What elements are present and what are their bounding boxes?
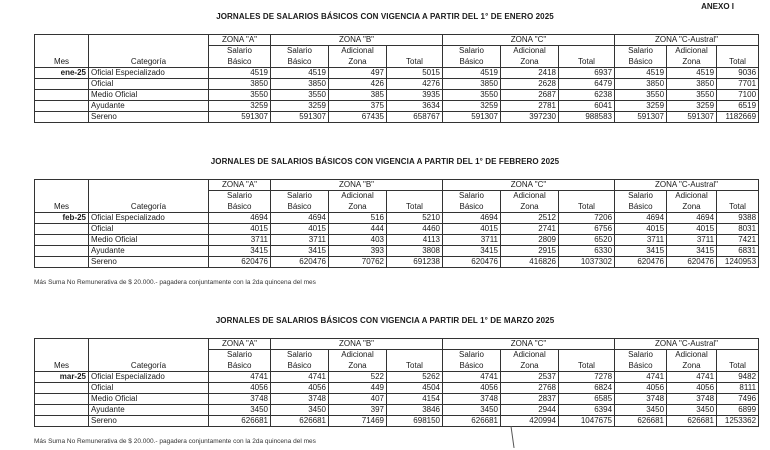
month-cell: mar-25 — [35, 372, 89, 383]
value-cell: 591307 — [271, 112, 329, 123]
value-cell: 3850 — [443, 79, 501, 90]
month-cell — [35, 79, 89, 90]
value-cell: 3808 — [387, 246, 443, 257]
category-cell: Oficial Especializado — [89, 68, 209, 79]
value-cell: 626681 — [443, 416, 501, 427]
value-cell: 403 — [329, 235, 387, 246]
zone-a-header: ZONA "A" — [209, 180, 271, 191]
value-cell: 393 — [329, 246, 387, 257]
value-cell: 2628 — [501, 79, 559, 90]
value-cell: 6824 — [559, 383, 615, 394]
category-cell: Sereno — [89, 257, 209, 268]
value-cell: 3550 — [443, 90, 501, 101]
category-cell: Ayudante — [89, 246, 209, 257]
category-cell: Medio Oficial — [89, 394, 209, 405]
value-cell: 4056 — [209, 383, 271, 394]
value-cell: 4741 — [667, 372, 717, 383]
month-cell — [35, 405, 89, 416]
table-row — [35, 394, 759, 405]
table-title: JORNALES DE SALARIOS BÁSICOS CON VIGENCIA A PARTIR DEL 1° DE ENERO 2025 — [216, 12, 554, 21]
zone-header-row — [35, 339, 759, 350]
zone-header-row — [35, 180, 759, 191]
value-cell: 3550 — [667, 90, 717, 101]
sub-header-row: Salario Salario Adicional Salario Adicional Salario Adicional — [35, 350, 759, 361]
value-cell: 3415 — [443, 246, 501, 257]
mes-header: Mes — [35, 361, 89, 372]
table-row — [35, 224, 759, 235]
value-cell: 3415 — [271, 246, 329, 257]
value-cell: 3711 — [615, 235, 667, 246]
value-cell: 698150 — [387, 416, 443, 427]
value-cell: 4056 — [443, 383, 501, 394]
value-cell: 3259 — [443, 101, 501, 112]
value-cell: 988583 — [559, 112, 615, 123]
value-cell: 591307 — [667, 112, 717, 123]
value-cell: 4056 — [271, 383, 329, 394]
value-cell: 3748 — [443, 394, 501, 405]
zone-c-header: ZONA "C" — [443, 35, 615, 46]
value-cell: 2687 — [501, 90, 559, 101]
zone-b-header: ZONA "B" — [271, 180, 443, 191]
month-cell — [35, 416, 89, 427]
mes-header: Mes — [35, 57, 89, 68]
value-cell: 7206 — [559, 213, 615, 224]
value-cell: 4015 — [443, 224, 501, 235]
value-cell: 3450 — [615, 405, 667, 416]
value-cell: 3850 — [667, 79, 717, 90]
column-header-row: Mes Categoría Básico Básico Zona Total Básico Zona Total Básico Zona Total — [35, 57, 759, 68]
value-cell: 6831 — [717, 246, 759, 257]
value-cell: 658767 — [387, 112, 443, 123]
value-cell: 2741 — [501, 224, 559, 235]
category-cell: Medio Oficial — [89, 90, 209, 101]
mes-header: Mes — [35, 202, 89, 213]
value-cell: 3850 — [271, 79, 329, 90]
value-cell: 2768 — [501, 383, 559, 394]
pen-mark — [510, 426, 514, 448]
category-cell: Ayudante — [89, 101, 209, 112]
value-cell: 6330 — [559, 246, 615, 257]
month-cell — [35, 394, 89, 405]
salary-table-enero — [34, 34, 759, 123]
value-cell: 620476 — [615, 257, 667, 268]
value-cell: 3634 — [387, 101, 443, 112]
value-cell: 6238 — [559, 90, 615, 101]
categoria-header: Categoría — [89, 57, 209, 68]
value-cell: 3259 — [209, 101, 271, 112]
sub-header-row: Salario Salario Adicional Salario Adicional Salario Adicional — [35, 46, 759, 57]
value-cell: 591307 — [443, 112, 501, 123]
value-cell: 4694 — [443, 213, 501, 224]
value-cell: 1240953 — [717, 257, 759, 268]
value-cell: 7278 — [559, 372, 615, 383]
value-cell: 397 — [329, 405, 387, 416]
value-cell: 5015 — [387, 68, 443, 79]
value-cell: 2781 — [501, 101, 559, 112]
month-cell — [35, 246, 89, 257]
value-cell: 4694 — [667, 213, 717, 224]
value-cell: 2809 — [501, 235, 559, 246]
value-cell: 4694 — [615, 213, 667, 224]
value-cell: 1037302 — [559, 257, 615, 268]
table-row — [35, 246, 759, 257]
zone-c-austral-header: ZONA "C-Austral" — [615, 180, 759, 191]
value-cell: 591307 — [209, 112, 271, 123]
value-cell: 3450 — [667, 405, 717, 416]
value-cell: 6585 — [559, 394, 615, 405]
value-cell: 4741 — [271, 372, 329, 383]
value-cell: 407 — [329, 394, 387, 405]
value-cell: 6756 — [559, 224, 615, 235]
value-cell: 4504 — [387, 383, 443, 394]
categoria-header: Categoría — [89, 202, 209, 213]
zone-header-row — [35, 35, 759, 46]
value-cell: 516 — [329, 213, 387, 224]
value-cell: 9482 — [717, 372, 759, 383]
value-cell: 3748 — [271, 394, 329, 405]
value-cell: 4519 — [667, 68, 717, 79]
sub-header-row: Salario Salario Adicional Salario Adicional Salario Adicional — [35, 191, 759, 202]
value-cell: 6519 — [717, 101, 759, 112]
value-cell: 3748 — [615, 394, 667, 405]
table-row — [35, 68, 759, 79]
value-cell: 4113 — [387, 235, 443, 246]
zone-c-austral-header: ZONA "C-Austral" — [615, 339, 759, 350]
value-cell: 591307 — [615, 112, 667, 123]
value-cell: 385 — [329, 90, 387, 101]
column-header-row: Mes Categoría Básico Básico Zona Total Básico Zona Total Básico Zona Total — [35, 361, 759, 372]
table-row — [35, 112, 759, 123]
value-cell: 4015 — [667, 224, 717, 235]
value-cell: 4694 — [209, 213, 271, 224]
value-cell: 3711 — [443, 235, 501, 246]
table-row — [35, 257, 759, 268]
value-cell: 3748 — [667, 394, 717, 405]
category-cell: Ayudante — [89, 405, 209, 416]
category-cell: Oficial — [89, 383, 209, 394]
category-cell: Oficial Especializado — [89, 213, 209, 224]
value-cell: 3415 — [667, 246, 717, 257]
value-cell: 3711 — [667, 235, 717, 246]
value-cell: 4015 — [271, 224, 329, 235]
table-row — [35, 235, 759, 246]
value-cell: 620476 — [209, 257, 271, 268]
table-row — [35, 101, 759, 112]
footnote: Más Suma No Remunerativa de $ 20.000.- pagadera conjuntamente con la 2da quincena del mes — [34, 279, 316, 286]
value-cell: 3550 — [209, 90, 271, 101]
zone-b-header: ZONA "B" — [271, 35, 443, 46]
table-row — [35, 213, 759, 224]
value-cell: 397230 — [501, 112, 559, 123]
value-cell: 6520 — [559, 235, 615, 246]
value-cell: 3846 — [387, 405, 443, 416]
value-cell: 9388 — [717, 213, 759, 224]
value-cell: 416826 — [501, 257, 559, 268]
table-row — [35, 372, 759, 383]
value-cell: 5262 — [387, 372, 443, 383]
value-cell: 2537 — [501, 372, 559, 383]
value-cell: 9036 — [717, 68, 759, 79]
value-cell: 4056 — [615, 383, 667, 394]
month-cell — [35, 224, 89, 235]
value-cell: 420994 — [501, 416, 559, 427]
value-cell: 626681 — [271, 416, 329, 427]
value-cell: 4015 — [209, 224, 271, 235]
category-cell: Oficial — [89, 224, 209, 235]
category-cell: Sereno — [89, 416, 209, 427]
value-cell: 1047675 — [559, 416, 615, 427]
value-cell: 6394 — [559, 405, 615, 416]
value-cell: 4741 — [443, 372, 501, 383]
month-cell — [35, 235, 89, 246]
value-cell: 4056 — [667, 383, 717, 394]
table-row — [35, 405, 759, 416]
value-cell: 4519 — [209, 68, 271, 79]
value-cell: 620476 — [667, 257, 717, 268]
value-cell: 70762 — [329, 257, 387, 268]
value-cell: 4519 — [443, 68, 501, 79]
value-cell: 3259 — [271, 101, 329, 112]
month-cell — [35, 383, 89, 394]
value-cell: 626681 — [615, 416, 667, 427]
value-cell: 6479 — [559, 79, 615, 90]
value-cell: 3450 — [443, 405, 501, 416]
value-cell: 67435 — [329, 112, 387, 123]
value-cell: 522 — [329, 372, 387, 383]
salary-table-marzo — [34, 338, 759, 427]
value-cell: 7421 — [717, 235, 759, 246]
value-cell: 3935 — [387, 90, 443, 101]
value-cell: 497 — [329, 68, 387, 79]
value-cell: 4276 — [387, 79, 443, 90]
category-cell: Medio Oficial — [89, 235, 209, 246]
value-cell: 691238 — [387, 257, 443, 268]
value-cell: 6937 — [559, 68, 615, 79]
value-cell: 4519 — [271, 68, 329, 79]
value-cell: 8031 — [717, 224, 759, 235]
value-cell: 2418 — [501, 68, 559, 79]
table-row — [35, 79, 759, 90]
value-cell: 620476 — [443, 257, 501, 268]
value-cell: 3550 — [615, 90, 667, 101]
table-row — [35, 90, 759, 101]
category-cell: Oficial Especializado — [89, 372, 209, 383]
value-cell: 3711 — [209, 235, 271, 246]
value-cell: 3550 — [271, 90, 329, 101]
month-cell: feb-25 — [35, 213, 89, 224]
value-cell: 7496 — [717, 394, 759, 405]
value-cell: 4741 — [615, 372, 667, 383]
value-cell: 4460 — [387, 224, 443, 235]
zone-b-header: ZONA "B" — [271, 339, 443, 350]
value-cell: 2512 — [501, 213, 559, 224]
table-title: JORNALES DE SALARIOS BÁSICOS CON VIGENCIA A PARTIR DEL 1° DE FEBRERO 2025 — [210, 157, 560, 166]
value-cell: 4154 — [387, 394, 443, 405]
value-cell: 3748 — [209, 394, 271, 405]
month-cell: ene-25 — [35, 68, 89, 79]
table-row — [35, 383, 759, 394]
value-cell: 7100 — [717, 90, 759, 101]
value-cell: 620476 — [271, 257, 329, 268]
value-cell: 4015 — [615, 224, 667, 235]
value-cell: 8111 — [717, 383, 759, 394]
value-cell: 3259 — [615, 101, 667, 112]
month-cell — [35, 257, 89, 268]
categoria-header: Categoría — [89, 361, 209, 372]
value-cell: 6899 — [717, 405, 759, 416]
value-cell: 3259 — [667, 101, 717, 112]
zone-a-header: ZONA "A" — [209, 35, 271, 46]
value-cell: 375 — [329, 101, 387, 112]
value-cell: 71469 — [329, 416, 387, 427]
zone-c-header: ZONA "C" — [443, 180, 615, 191]
value-cell: 6041 — [559, 101, 615, 112]
month-cell — [35, 101, 89, 112]
value-cell: 4741 — [209, 372, 271, 383]
value-cell: 426 — [329, 79, 387, 90]
salary-table-febrero — [34, 179, 759, 268]
value-cell: 2915 — [501, 246, 559, 257]
zone-c-austral-header: ZONA "C-Austral" — [615, 35, 759, 46]
value-cell: 1182669 — [717, 112, 759, 123]
value-cell: 626681 — [667, 416, 717, 427]
table-row — [35, 416, 759, 427]
month-cell — [35, 112, 89, 123]
value-cell: 3450 — [271, 405, 329, 416]
zone-c-header: ZONA "C" — [443, 339, 615, 350]
value-cell: 2944 — [501, 405, 559, 416]
value-cell: 3450 — [209, 405, 271, 416]
value-cell: 4519 — [615, 68, 667, 79]
annex-label: ANEXO I — [701, 2, 734, 11]
value-cell: 2837 — [501, 394, 559, 405]
value-cell: 3850 — [209, 79, 271, 90]
value-cell: 626681 — [209, 416, 271, 427]
value-cell: 7701 — [717, 79, 759, 90]
value-cell: 3415 — [615, 246, 667, 257]
value-cell: 449 — [329, 383, 387, 394]
zone-a-header: ZONA "A" — [209, 339, 271, 350]
value-cell: 5210 — [387, 213, 443, 224]
category-cell: Sereno — [89, 112, 209, 123]
value-cell: 3711 — [271, 235, 329, 246]
value-cell: 444 — [329, 224, 387, 235]
column-header-row: Mes Categoría Básico Básico Zona Total Básico Zona Total Básico Zona Total — [35, 202, 759, 213]
value-cell: 3415 — [209, 246, 271, 257]
value-cell: 4694 — [271, 213, 329, 224]
month-cell — [35, 90, 89, 101]
value-cell: 1253362 — [717, 416, 759, 427]
table-title: JORNALES DE SALARIOS BÁSICOS CON VIGENCIA A PARTIR DEL 1° DE MARZO 2025 — [215, 316, 555, 325]
footnote: Más Suma No Remunerativa de $ 20.000.- pagadera conjuntamente con la 2da quincena del mes — [34, 438, 316, 445]
category-cell: Oficial — [89, 79, 209, 90]
value-cell: 3850 — [615, 79, 667, 90]
